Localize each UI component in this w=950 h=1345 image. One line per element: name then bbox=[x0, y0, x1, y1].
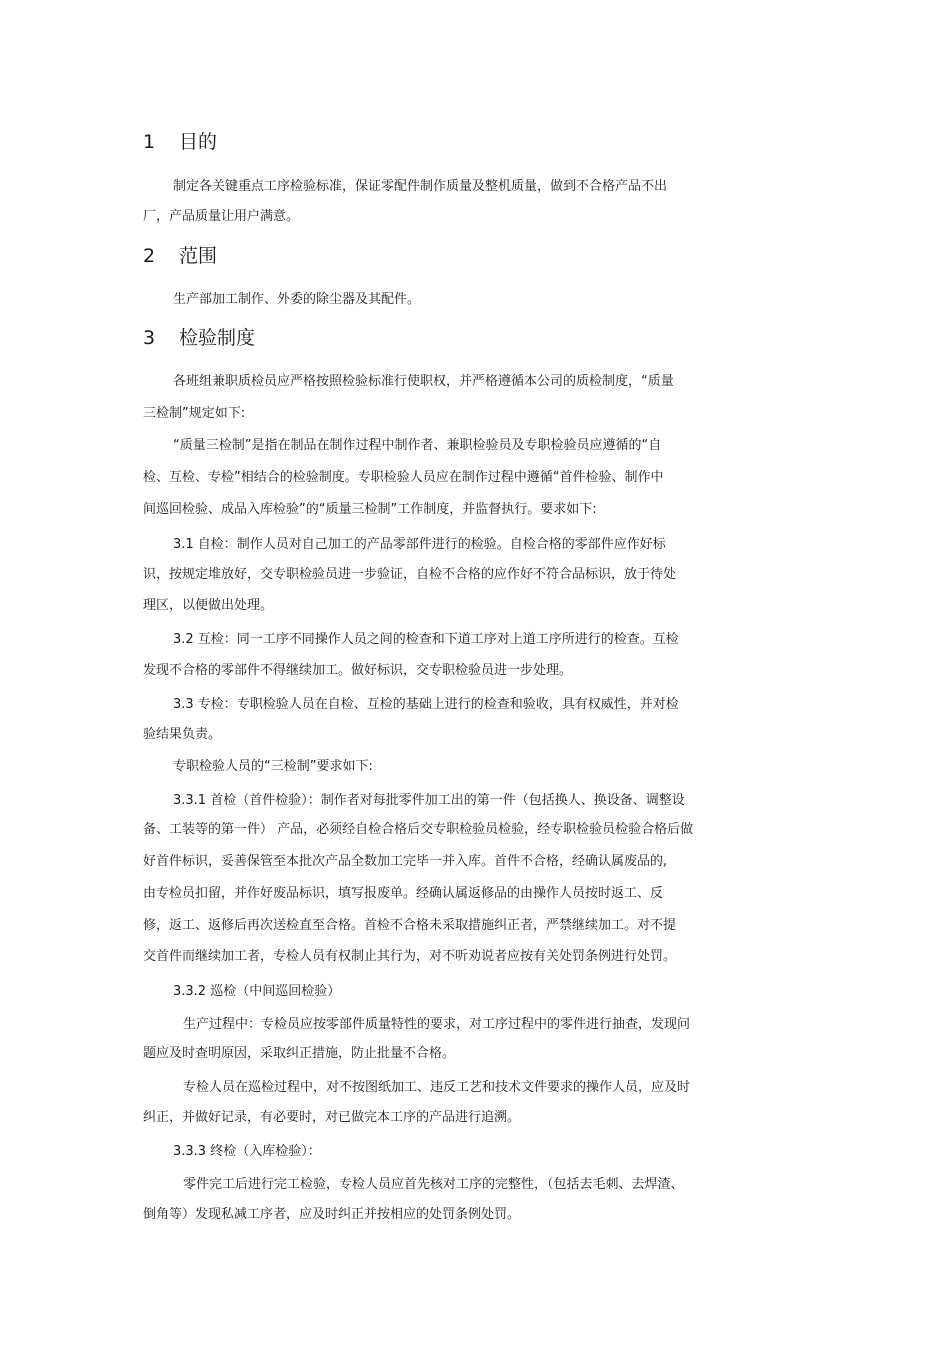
paragraph-line: 好首件标识，妥善保管至本批次产品全数加工完毕一并入库。首件不合格，经确认属废品的, bbox=[143, 854, 668, 869]
paragraph-line: 3.3 专检：专职检验人员在自检、互检的基础上进行的检查和验收，具有权威性，并对检 bbox=[173, 697, 679, 712]
paragraph-line: 修，返工、返修后再次送检直至合格。首检不合格未采取措施纠正者，严禁继续加工。对不提 bbox=[143, 918, 677, 933]
paragraph-line: 制定各关键重点工序检验标准，保证零配件制作质量及整机质量，做到不合格产品不出 bbox=[173, 179, 668, 194]
section-number: 3 bbox=[143, 327, 156, 349]
paragraph-line: 纠正，并做好记录，有必要时，对已做完本工序的产品进行追溯。 bbox=[143, 1110, 521, 1125]
paragraph-line: 三检制”规定如下: bbox=[143, 406, 246, 421]
paragraph-line: 厂，产品质量让用户满意。 bbox=[143, 209, 300, 224]
section-heading-1 bbox=[143, 130, 217, 154]
paragraph-line: 3.3.2 巡检（中间巡回检验） bbox=[173, 984, 341, 999]
paragraph-line: 3.3.3 终检（入库检验）： bbox=[173, 1144, 321, 1159]
paragraph-line: 3.2 互检：同一工序不同操作人员之间的检查和下道工序对上道工序所进行的检查。互检 bbox=[173, 632, 679, 647]
section-title: 目的 bbox=[179, 131, 218, 153]
paragraph-line: 检、互检、专检”相结合的检验制度。专职检验人员应在制作过程中遵循“首件检验、制作中 bbox=[143, 470, 664, 485]
paragraph-line: 备、工装等的第一件） 产品，必须经自检合格后交专职检验员检验，经专职检验员检验合格后做 bbox=[143, 822, 694, 837]
paragraph-line: 各班组兼职质检员应严格按照检验标准行使职权，并严格遵循本公司的质检制度，“质量 bbox=[173, 374, 674, 389]
paragraph-line: “质量三检制”是指在制品在制作过程中制作者、兼职检验员及专职检验员应遵循的“自 bbox=[173, 438, 662, 453]
paragraph-line: 识，按规定堆放好，交专职检验员进一步验证，自检不合格的应作好不符合品标识，放于待处 bbox=[143, 567, 677, 582]
paragraph-line: 题应及时查明原因，采取纠正措施，防止批量不合格。 bbox=[143, 1046, 456, 1061]
paragraph-line: 发现不合格的零部件不得继续加工。做好标识，交专职检验员进一步处理。 bbox=[143, 663, 573, 678]
section-title: 范围 bbox=[179, 245, 218, 267]
section-number: 2 bbox=[143, 245, 156, 267]
paragraph-line: 零件完工后进行完工检验，专检人员应首先核对工序的完整性，（包括去毛刺、去焊渣、 bbox=[183, 1177, 684, 1192]
paragraph-line: 3.3.1 首检（首件检验）：制作者对每批零件加工出的第一件（包括换人、换设备、调整设 bbox=[173, 793, 685, 808]
paragraph-line: 专检人员在巡检过程中，对不按图纸加工、违反工艺和技术文件要求的操作人员，应及时 bbox=[183, 1080, 691, 1095]
paragraph-line: 生产过程中：专检员应按零部件质量特性的要求，对工序过程中的零件进行抽查，发现问 bbox=[183, 1017, 691, 1032]
section-heading-2 bbox=[143, 244, 217, 268]
section-number: 1 bbox=[143, 131, 156, 153]
paragraph-line: 由专检员扣留，并作好废品标识，填写报废单。经确认属返修品的由操作人员按时返工、反 bbox=[143, 886, 664, 901]
paragraph-line: 交首件而继续加工者，专检人员有权制止其行为，对不听劝说者应按有关处罚条例进行处罚。 bbox=[143, 949, 677, 964]
paragraph-line: 倒角等）发现私减工序者，应及时纠正并按相应的处罚条例处罚。 bbox=[143, 1207, 521, 1222]
paragraph-line: 生产部加工制作、外委的除尘器及其配件。 bbox=[173, 292, 421, 307]
paragraph-line: 间巡回检验、成品入库检验”的“质量三检制”工作制度，并监督执行。要求如下: bbox=[143, 502, 597, 517]
paragraph-line: 专职检验人员的“三检制”要求如下: bbox=[173, 759, 373, 774]
section-heading-3 bbox=[143, 326, 255, 350]
paragraph-line: 理区，以便做出处理。 bbox=[143, 598, 274, 613]
paragraph-line: 验结果负责。 bbox=[143, 727, 222, 742]
section-title: 检验制度 bbox=[179, 327, 256, 349]
paragraph-line: 3.1 自检：制作人员对自己加工的产品零部件进行的检验。自检合格的零部件应作好标 bbox=[173, 537, 666, 552]
